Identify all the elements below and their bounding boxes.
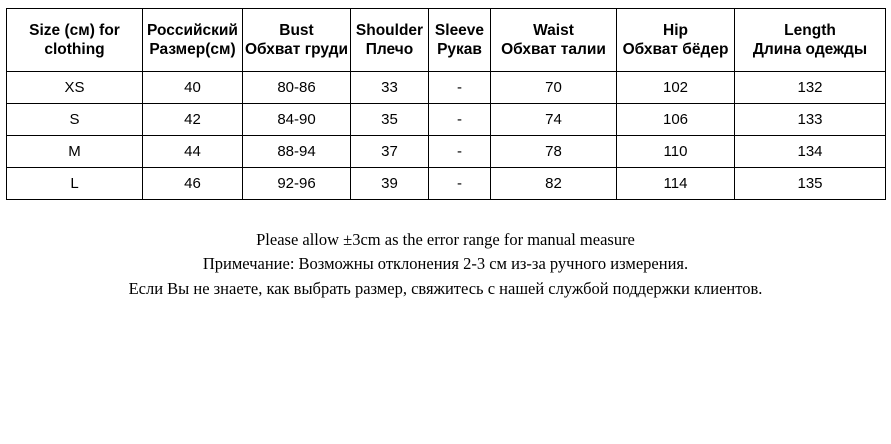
cell-hip: 110 [617,136,735,168]
column-header-length [735,9,886,72]
cell-hip: 106 [617,104,735,136]
cell-length: 134 [735,136,886,168]
column-header-length-line2: Длина одежды [752,41,868,58]
cell-sleeve: - [429,136,491,168]
column-header-waist [491,9,617,72]
cell-length: 133 [735,104,886,136]
cell-length: 135 [735,168,886,200]
cell-russian-size: 42 [143,104,243,136]
column-header-hip [617,9,735,72]
column-header-waist-line2: Обхват талии [501,41,606,58]
column-header-bust-line2: Обхват груди [244,41,349,58]
column-header-sleeve-line1: Sleeve [434,21,485,39]
note-line-measure-tolerance-ru: Примечание: Возможны отклонения 2-3 см из-за ручного измерения. [202,254,689,274]
column-header-sleeve [429,9,491,72]
cell-bust: 88-94 [243,136,351,168]
cell-shoulder: 33 [351,72,429,104]
cell-hip: 102 [617,72,735,104]
column-header-bust [243,9,351,72]
cell-bust: 80-86 [243,72,351,104]
column-header-bust-line1: Bust [279,21,314,39]
column-header-hip-line2: Обхват бёдер [622,41,729,58]
notes-block [0,228,891,301]
column-header-shoulder [351,9,429,72]
column-header-shoulder-line2: Плечо [365,41,414,58]
table-row [7,136,886,168]
cell-waist: 74 [491,104,617,136]
cell-sleeve: - [429,168,491,200]
column-header-russian-size [143,9,243,72]
column-header-length-line1: Length [784,21,836,39]
table-header [7,9,886,72]
table-row [7,104,886,136]
column-header-size-line2: clothing [44,41,105,58]
cell-bust: 84-90 [243,104,351,136]
column-header-size-line1: Size (см) for [29,21,120,39]
table-body [7,72,886,200]
cell-russian-size: 46 [143,168,243,200]
column-header-sleeve-line2: Рукав [437,41,482,58]
cell-russian-size: 44 [143,136,243,168]
table-row [7,72,886,104]
cell-sleeve: - [429,104,491,136]
cell-hip: 114 [617,168,735,200]
column-header-russian-size-line1: Российский [147,21,238,39]
column-header-waist-line1: Waist [533,21,574,39]
cell-size: L [7,168,143,200]
note-line-support-ru: Если Вы не знаете, как выбрать размер, свяжитесь с нашей службой поддержки клиентов. [128,278,763,298]
column-header-shoulder-line1: Shoulder [355,21,424,39]
cell-waist: 70 [491,72,617,104]
cell-sleeve: - [429,72,491,104]
column-header-size [7,9,143,72]
cell-russian-size: 40 [143,72,243,104]
size-chart-table [6,8,886,200]
cell-shoulder: 39 [351,168,429,200]
column-header-hip-line1: Hip [663,21,688,39]
cell-size: M [7,136,143,168]
cell-shoulder: 37 [351,136,429,168]
column-header-russian-size-line2: Размер(см) [149,41,236,58]
table-header-row [7,9,886,72]
note-line-measure-tolerance-en: Please allow ±3cm as the error range for manual measure [256,230,635,249]
cell-length: 132 [735,72,886,104]
cell-waist: 78 [491,136,617,168]
table-row [7,168,886,200]
cell-size: S [7,104,143,136]
cell-shoulder: 35 [351,104,429,136]
cell-waist: 82 [491,168,617,200]
cell-size: XS [7,72,143,104]
cell-bust: 92-96 [243,168,351,200]
